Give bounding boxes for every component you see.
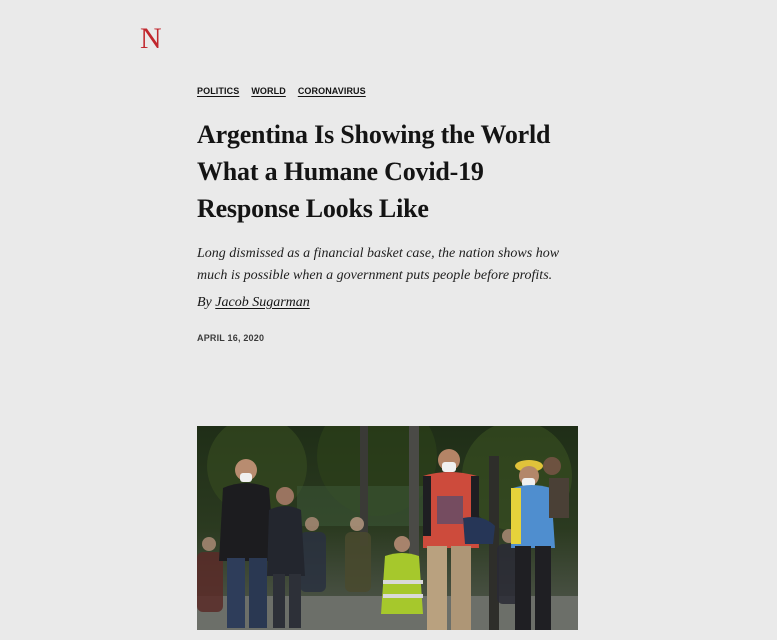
tag-politics[interactable]: POLITICS xyxy=(197,86,240,96)
author-link[interactable]: Jacob Sugarman xyxy=(215,295,310,310)
tag-coronavirus[interactable]: CORONAVIRUS xyxy=(297,86,366,96)
tag-list xyxy=(197,86,581,96)
photo-pedestrians-masks-icon xyxy=(197,426,578,630)
byline-prefix: By xyxy=(197,295,216,310)
site-logo[interactable]: N xyxy=(140,22,161,55)
byline xyxy=(197,293,581,313)
article-header xyxy=(197,86,581,343)
article-title: Argentina Is Showing the World What a Humane Covid-19 Response Looks Like xyxy=(197,120,551,223)
hero-image xyxy=(197,426,578,630)
article-dek: Long dismissed as a financial basket case, the nation shows how much is possible when a government puts people before profits. xyxy=(197,246,560,283)
publish-date: APRIL 16, 2020 xyxy=(197,333,265,343)
tag-world[interactable]: WORLD xyxy=(251,86,286,96)
